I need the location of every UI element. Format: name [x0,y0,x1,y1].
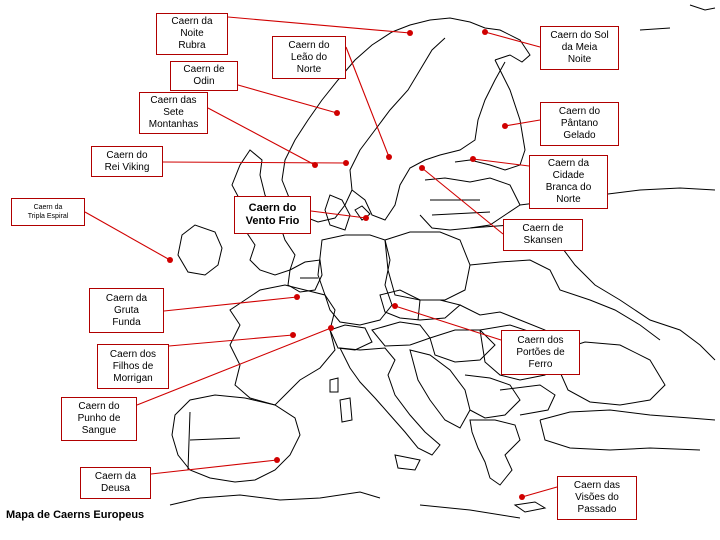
marker-vento-frio[interactable] [363,215,369,221]
country-outlines [170,5,715,518]
caern-label-line: Caern do [106,149,148,161]
caern-label-text [546,158,592,206]
caern-label-text [171,16,212,52]
caern-label-line: da Meia [561,42,598,53]
label-leao-do-norte[interactable] [272,36,346,79]
marker-odin[interactable] [334,110,340,116]
caern-label-text [106,293,147,329]
caern-label-line: Norte [556,194,581,205]
caern-label-text [110,349,156,385]
label-deusa[interactable] [80,467,151,499]
label-visoes-do-passado[interactable] [557,476,637,520]
caern-label-line: Deusa [101,483,130,494]
leader-lines [85,17,557,497]
caern-label-line: Portões de [516,346,565,358]
caern-label-line: Tripla Espiral [27,213,69,220]
caern-label-line: Rei Viking [104,161,150,173]
marker-cidade-branca-do-norte[interactable] [470,156,476,162]
caern-label-line: Cidade [552,170,585,181]
label-vento-frio[interactable] [234,196,311,234]
caern-label-line: Caern do [558,106,601,117]
marker-filhos-de-morrigan[interactable] [290,332,296,338]
label-odin[interactable] [170,61,238,91]
marker-tripla-espiral[interactable] [167,257,173,263]
marker-deusa[interactable] [274,457,280,463]
caern-label-line: Pântano [560,118,599,129]
caern-label-line: Caern dos [517,334,564,346]
label-tripla-espiral[interactable] [11,198,85,226]
label-gruta-funda[interactable] [89,288,164,333]
caern-label-line: Sangue [81,425,117,436]
caern-label-line: Ferro [528,358,553,370]
caern-label-line: Odin [193,76,215,87]
caern-label-line: Caern das [150,95,197,106]
caern-label-line: Montanhas [148,119,199,130]
caern-label-line: Caern da [94,471,137,482]
marker-leao-do-norte[interactable] [386,154,392,160]
label-portoes-de-ferro[interactable] [501,330,580,375]
marker-visoes-do-passado[interactable] [519,494,525,500]
caern-label-text [516,335,564,371]
caern-label-line: Caern do [288,39,330,51]
caern-label-line: Caern da [547,158,590,169]
caern-label-line: Caern do [78,401,120,412]
caern-label-text [550,30,608,66]
caern-label-text [559,106,600,142]
caern-label-line: Gelado [563,130,596,141]
label-cidade-branca-do-norte[interactable] [529,155,608,209]
caern-label-line: Skansen [523,235,563,246]
label-noite-rubra[interactable] [156,13,228,55]
caern-label-line: Norte [296,63,322,75]
caern-label-line: Caern da [105,292,148,304]
caern-label-line: Caern do [248,202,297,214]
label-rei-viking[interactable] [91,146,163,177]
caern-label-text [78,401,121,437]
caern-label-line: Noite [180,28,204,39]
marker-noite-rubra[interactable] [407,30,413,36]
caern-label-line: Vento Frio [245,215,300,227]
marker-pantano-gelado[interactable] [502,123,508,129]
caern-label-text [149,95,198,131]
marker-sol-da-meia-noite[interactable] [482,29,488,35]
caern-label-line: Caern dos [109,348,157,360]
caern-label-line: Noite [567,54,592,65]
caern-label-line: Filhos de [112,360,154,372]
caern-label-line: Caern de [183,64,225,75]
caern-label-line: Caern de [522,223,564,234]
map-caption: Mapa de Caerns Europeus [6,509,145,521]
caern-label-line: Caern das [573,480,621,491]
caern-label-line: Punho de [77,413,121,424]
caern-label-line: Caern da [171,16,213,27]
caern-label-line: Branca do [545,182,592,193]
caern-label-text [105,150,150,174]
caern-label-text [522,223,563,247]
label-sete-montanhas[interactable] [139,92,208,134]
caern-label-line: Gruta [113,304,139,316]
caern-label-text [95,471,136,495]
marker-gruta-funda[interactable] [294,294,300,300]
caern-label-text [183,64,224,88]
label-pantano-gelado[interactable] [540,102,619,146]
marker-portoes-de-ferro[interactable] [392,303,398,309]
label-skansen[interactable] [503,219,583,251]
label-sol-da-meia-noite[interactable] [540,26,619,70]
caern-label-text [246,202,300,228]
marker-skansen[interactable] [419,165,425,171]
caern-label-text [288,40,329,76]
caern-label-line: Rubra [178,40,206,51]
label-punho-de-sangue[interactable] [61,397,137,441]
marker-sete-montanhas[interactable] [312,162,318,168]
caern-label-line: Sete [163,107,184,118]
caern-label-line: Caern do Sol [550,30,609,41]
caern-label-line: Caern da [33,204,63,211]
marker-punho-de-sangue[interactable] [328,325,334,331]
caern-label-line: Leão do [290,51,328,63]
caern-label-line: Passado [577,504,617,515]
marker-rei-viking[interactable] [343,160,349,166]
caern-label-text [574,480,620,516]
caern-label-line: Visões do [575,492,619,503]
caern-label-text [28,203,69,221]
caern-label-line: Funda [112,316,141,328]
label-filhos-de-morrigan[interactable] [97,344,169,389]
caern-label-line: Morrigan [113,372,153,384]
